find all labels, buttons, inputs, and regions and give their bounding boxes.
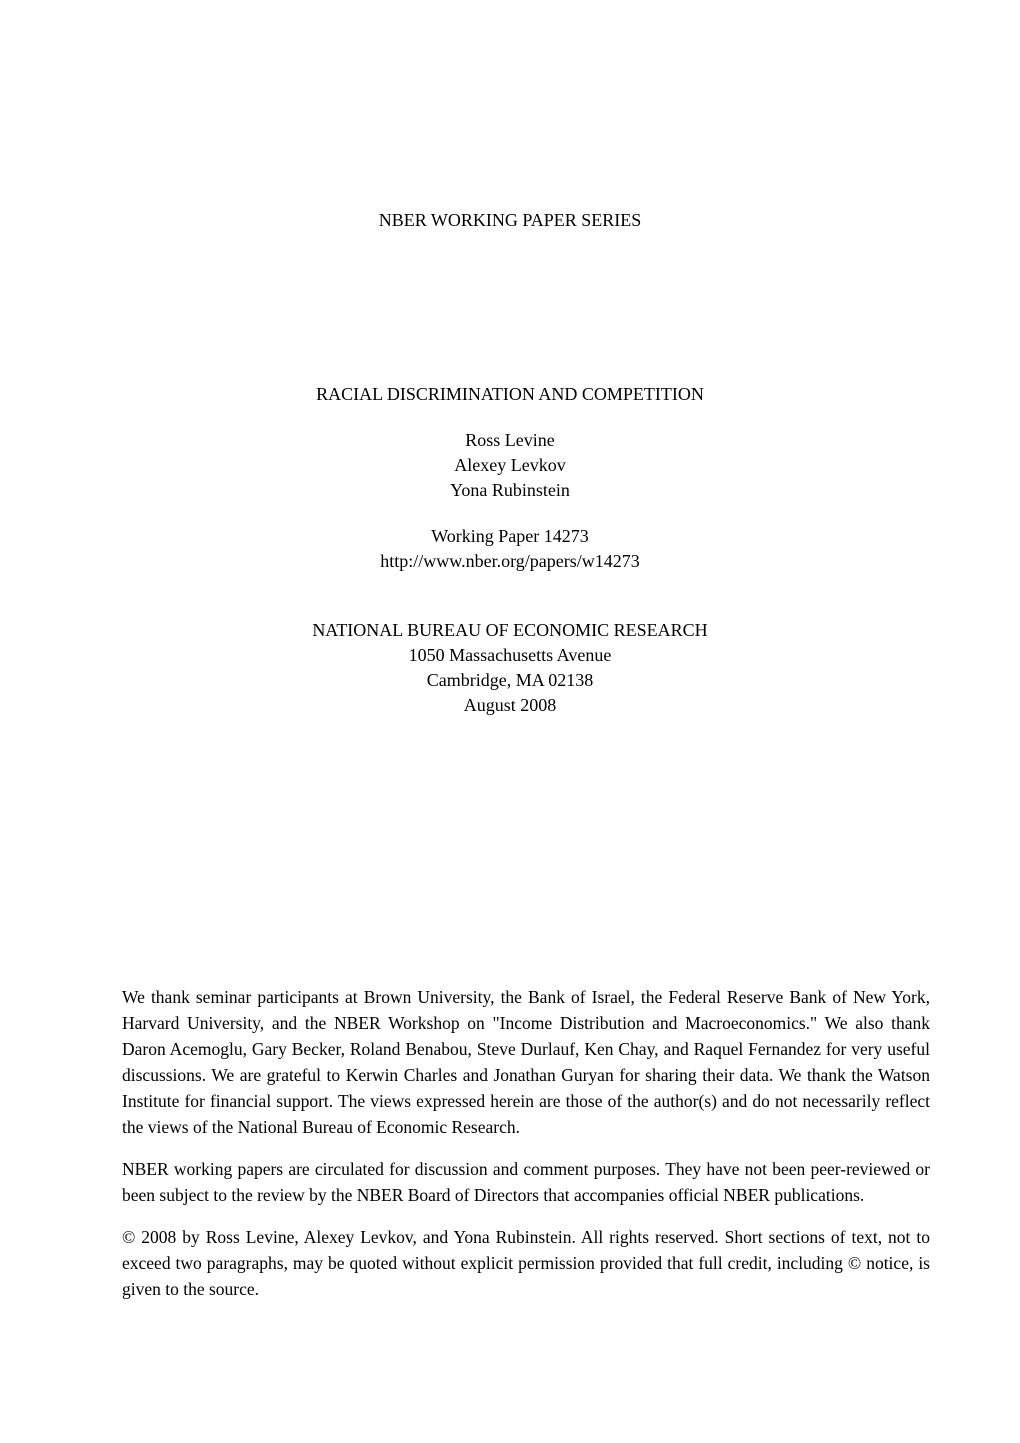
institution-address-line: 1050 Massachusetts Avenue	[408, 645, 612, 665]
institution-name: NATIONAL BUREAU OF ECONOMIC RESEARCH	[312, 620, 708, 640]
author-list	[0, 428, 1020, 503]
author-name: Alexey Levkov	[454, 455, 566, 475]
copyright-paragraph: © 2008 by Ross Levine, Alexey Levkov, and Yona Rubinstein. All rights reserved. Short sections of text, not to exceed two paragraphs, may be quoted without explicit permission provided that full credit, including © notice, is given to the source.	[122, 1227, 930, 1299]
acknowledgments-paragraph: We thank seminar participants at Brown University, the Bank of Israel, the Federal Reserve Bank of New York, Harvard University, and the NBER Workshop on "Income Distribution and Macroeconomics." We also thank Daron Acemoglu, Gary Becker, Roland Benabou, Steve Durlauf, Ken Chay, and Raquel Fernandez for very useful discussions. We are grateful to Kerwin Charles and Jonathan Guryan for sharing their data. We thank the Watson Institute for financial support. The views expressed herein are those of the author(s) and do not necessarily reflect the views of the National Bureau of Economic Research.	[122, 987, 930, 1137]
institution-address-line: Cambridge, MA 02138	[426, 670, 594, 690]
publication-date: August 2008	[463, 695, 557, 715]
author-name: Yona Rubinstein	[450, 480, 570, 500]
working-paper-number: Working Paper 14273	[431, 526, 589, 546]
working-paper-block	[0, 524, 1020, 574]
paper-title: RACIAL DISCRIMINATION AND COMPETITION	[316, 384, 704, 404]
series-title: NBER WORKING PAPER SERIES	[378, 210, 642, 230]
front-matter-paragraphs	[122, 984, 930, 1302]
disclaimer-paragraph: NBER working papers are circulated for discussion and comment purposes. They have not been peer-reviewed or been subject to the review by the NBER Board of Directors that accompanies official NBER publications.	[122, 1159, 930, 1205]
author-name: Ross Levine	[465, 430, 555, 450]
working-paper-url: http://www.nber.org/papers/w14273	[380, 551, 640, 571]
institution-block	[0, 618, 1020, 718]
